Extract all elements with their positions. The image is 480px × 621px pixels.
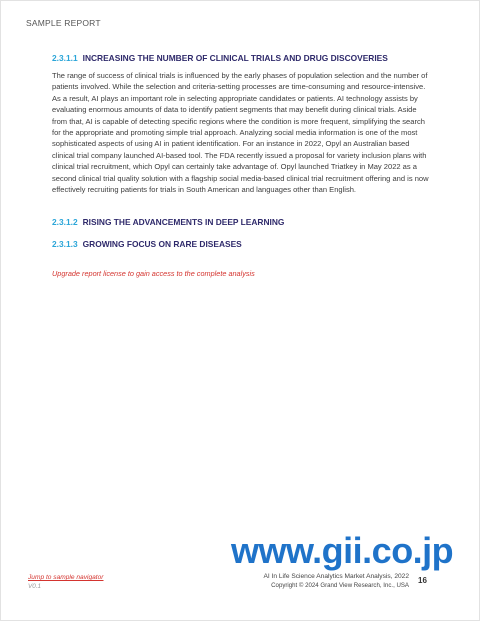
body-paragraph: The range of success of clinical trials is influenced by the early phases of population selection and the number of patients involved. While the selection and criteria-setting processes are time-consuming and resource-intensive. As a result, AI plays an important role in selecting appropriate candidates or patients. AI technology assists by evaluating enormous amounts of data to identify patient segments that may benefit during clinical trials. Aside from that, AI is capable of detecting specific regions where the condition is more frequent, simplifying the search for the appropriate and promoting simple trial approach. Analyzing social media information is one of the most sophisticated aspects of using AI in patient identification. For an instance in 2022, Opyl an Australian based clinical trial company launched AI-based tool. The FDA recently issued a proposal for variety inclusion plans with clinical trial recruitment, which Opyl can certainly take advantage of. Opyl launched Triatkey in May 2022 as a second clinical trial quality solution with a flagship social media-based clinical trial recruitment offering and is now effectively recruiting patients for trials in South American and languages other than English.: [52, 71, 429, 195]
page-number: 16: [418, 576, 427, 585]
footer-report-title: AI In Life Science Analytics Market Analysis, 2022: [263, 573, 409, 580]
section-title: GROWING FOCUS ON RARE DISEASES: [82, 239, 242, 249]
section-title: INCREASING THE NUMBER OF CLINICAL TRIALS AND DRUG DISCOVERIES: [82, 53, 388, 63]
version-label: V0.1: [28, 583, 41, 590]
section-heading-rare-diseases: [52, 239, 242, 249]
section-number: 2.3.1.3: [52, 239, 78, 249]
footer-copyright: Copyright © 2024 Grand View Research, Inc., USA: [271, 582, 409, 589]
section-title: RISING THE ADVANCEMENTS IN DEEP LEARNING: [82, 217, 285, 227]
section-heading-deep-learning: [52, 217, 284, 227]
section-number: 2.3.1.1: [52, 53, 78, 63]
report-header-label: SAMPLE REPORT: [26, 18, 101, 28]
section-number: 2.3.1.2: [52, 217, 78, 227]
upgrade-license-note[interactable]: Upgrade report license to gain access to the complete analysis: [52, 269, 255, 278]
watermark: www.gii.co.jp: [231, 530, 454, 571]
jump-to-sample-navigator-link[interactable]: Jump to sample navigator: [28, 574, 104, 581]
section-heading-clinical-trials: [52, 53, 388, 63]
